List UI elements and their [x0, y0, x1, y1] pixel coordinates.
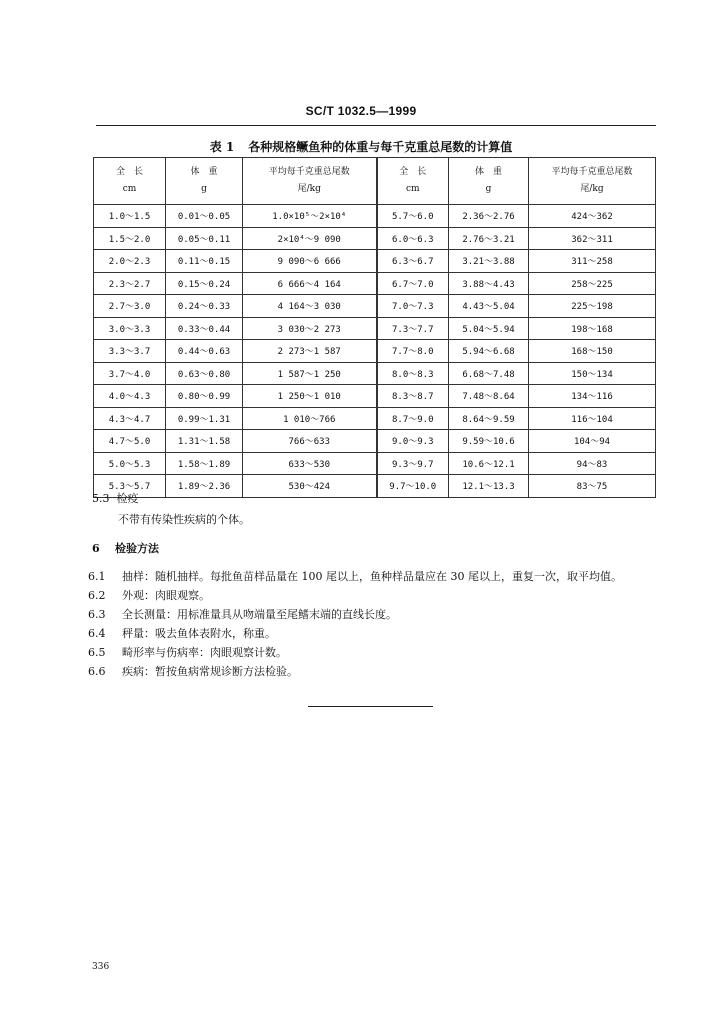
cell-weight-2: 2.36～2.76: [449, 205, 529, 228]
table-row: [94, 362, 656, 385]
cell-weight: 0.80～0.99: [166, 385, 243, 408]
table-caption: [0, 138, 722, 155]
cell-weight: 0.99～1.31: [166, 407, 243, 430]
cell-weight-2: 3.88～4.43: [449, 272, 529, 295]
table-row: [94, 385, 656, 408]
cell-length: 2.0～2.3: [94, 250, 166, 273]
cell-count-per-kg: 2 273～1 587: [243, 340, 377, 363]
cell-length-2: 8.0～8.3: [377, 362, 449, 385]
cell-count-per-kg: 1 587～1 250: [243, 362, 377, 385]
cell-weight-2: 3.21～3.88: [449, 250, 529, 273]
cell-weight: 0.15～0.24: [166, 272, 243, 295]
standard-code: SC/T 1032.5—1999: [305, 104, 417, 118]
table-row: [94, 475, 656, 498]
cell-count-per-kg: 530～424: [243, 475, 377, 498]
cell-length: 3.7～4.0: [94, 362, 166, 385]
cell-count-per-kg-2: 225～198: [529, 295, 656, 318]
table-row: [94, 430, 656, 453]
cell-weight: 0.24～0.33: [166, 295, 243, 318]
cell-weight: 1.89～2.36: [166, 475, 243, 498]
cell-weight: 0.05～0.11: [166, 227, 243, 250]
cell-weight: 0.01～0.05: [166, 205, 243, 228]
cell-weight-2: 9.59～10.6: [449, 430, 529, 453]
header-rule: [96, 125, 656, 126]
cell-count-per-kg: 4 164～3 030: [243, 295, 377, 318]
cell-weight: 0.33～0.44: [166, 317, 243, 340]
cell-length: 5.0～5.3: [94, 452, 166, 475]
cell-length: 3.0～3.3: [94, 317, 166, 340]
col-header-length: 全 长 cm: [94, 158, 166, 205]
cell-weight: 1.31～1.58: [166, 430, 243, 453]
table-row: [94, 317, 656, 340]
cell-count-per-kg: 1 250～1 010: [243, 385, 377, 408]
cell-weight-2: 10.6～12.1: [449, 452, 529, 475]
table-title: 各种规格鳜鱼种的体重与每千克重总尾数的计算值: [248, 140, 513, 154]
table-row: [94, 407, 656, 430]
cell-length: 1.5～2.0: [94, 227, 166, 250]
cell-length: 3.3～3.7: [94, 340, 166, 363]
table-number: 表 1: [209, 140, 235, 154]
section-5-3-text: 不带有传染性疾病的个体。: [118, 513, 250, 526]
col-header-count-per-kg-2: 平均每千克重总尾数 尾/kg: [529, 158, 656, 205]
section-5-3-heading: 5.3 检疫: [92, 492, 139, 505]
cell-length-2: 8.7～9.0: [377, 407, 449, 430]
col-header-weight-2: 体 重 g: [449, 158, 529, 205]
cell-length: 1.0～1.5: [94, 205, 166, 228]
cell-length-2: 9.0～9.3: [377, 430, 449, 453]
cell-count-per-kg-2: 168～150: [529, 340, 656, 363]
cell-length: 2.7～3.0: [94, 295, 166, 318]
cell-count-per-kg-2: 83～75: [529, 475, 656, 498]
cell-length-2: 9.7～10.0: [377, 475, 449, 498]
cell-weight-2: 2.76～3.21: [449, 227, 529, 250]
cell-count-per-kg-2: 258～225: [529, 272, 656, 295]
cell-length: 5.3～5.7: [94, 475, 166, 498]
cell-count-per-kg-2: 116～104: [529, 407, 656, 430]
table-row: [94, 227, 656, 250]
cell-count-per-kg-2: 198～168: [529, 317, 656, 340]
cell-weight: 0.63～0.80: [166, 362, 243, 385]
cell-weight-2: 5.04～5.94: [449, 317, 529, 340]
cell-weight: 1.58～1.89: [166, 452, 243, 475]
section-6-heading: 6 检验方法: [92, 542, 159, 555]
cell-count-per-kg-2: 424～362: [529, 205, 656, 228]
table-row: [94, 250, 656, 273]
clause-6-6: 6.6 疾病：暂按鱼病常规诊断方法检验。: [88, 665, 298, 678]
end-rule: [308, 706, 433, 707]
cell-count-per-kg: 3 030～2 273: [243, 317, 377, 340]
cell-weight-2: 12.1～13.3: [449, 475, 529, 498]
table-header-row: [94, 158, 656, 205]
table-body: [94, 205, 656, 498]
cell-length-2: 5.7～6.0: [377, 205, 449, 228]
cell-count-per-kg: 6 666～4 164: [243, 272, 377, 295]
cell-count-per-kg-2: 94～83: [529, 452, 656, 475]
cell-length: 4.7～5.0: [94, 430, 166, 453]
cell-weight-2: 6.68～7.48: [449, 362, 529, 385]
weight-count-table: [93, 157, 656, 498]
cell-count-per-kg-2: 104～94: [529, 430, 656, 453]
clause-6-5: 6.5 畸形率与伤病率：肉眼观察计数。: [88, 646, 287, 659]
cell-count-per-kg-2: 150～134: [529, 362, 656, 385]
cell-length-2: 6.0～6.3: [377, 227, 449, 250]
cell-count-per-kg: 633～530: [243, 452, 377, 475]
cell-length-2: 7.3～7.7: [377, 317, 449, 340]
cell-weight: 0.44～0.63: [166, 340, 243, 363]
page-number: 336: [92, 962, 110, 972]
cell-length-2: 7.7～8.0: [377, 340, 449, 363]
cell-count-per-kg: 2×10⁴～9 090: [243, 227, 377, 250]
cell-length: 4.3～4.7: [94, 407, 166, 430]
cell-weight-2: 8.64～9.59: [449, 407, 529, 430]
cell-length: 4.0～4.3: [94, 385, 166, 408]
table-row: [94, 295, 656, 318]
cell-length-2: 8.3～8.7: [377, 385, 449, 408]
cell-count-per-kg-2: 362～311: [529, 227, 656, 250]
clause-6-4: 6.4 秤量：吸去鱼体表附水，称重。: [88, 627, 276, 640]
table-row: [94, 452, 656, 475]
cell-weight-2: 5.94～6.68: [449, 340, 529, 363]
clause-6-1: 6.1 抽样：随机抽样。每批鱼苗样品量在 100 尾以上，鱼种样品量应在 30 尾以上，重复一次，取平均值。: [88, 570, 622, 583]
cell-length-2: 9.3～9.7: [377, 452, 449, 475]
clause-6-2: 6.2 外观：肉眼观察。: [88, 589, 210, 602]
cell-weight-2: 4.43～5.04: [449, 295, 529, 318]
table-row: [94, 340, 656, 363]
col-header-length-2: 全 长 cm: [377, 158, 449, 205]
cell-length: 2.3～2.7: [94, 272, 166, 295]
cell-weight: 0.11～0.15: [166, 250, 243, 273]
cell-length-2: 7.0～7.3: [377, 295, 449, 318]
cell-count-per-kg-2: 311～258: [529, 250, 656, 273]
cell-count-per-kg-2: 134～116: [529, 385, 656, 408]
cell-weight-2: 7.48～8.64: [449, 385, 529, 408]
clause-6-3: 6.3 全长测量：用标准量具从吻端量至尾鳍末端的直线长度。: [88, 608, 397, 621]
col-header-count-per-kg: 平均每千克重总尾数 尾/kg: [243, 158, 377, 205]
cell-length-2: 6.3～6.7: [377, 250, 449, 273]
cell-count-per-kg: 9 090～6 666: [243, 250, 377, 273]
col-header-weight: 体 重 g: [166, 158, 243, 205]
table-row: [94, 272, 656, 295]
table-row: [94, 205, 656, 228]
cell-count-per-kg: 1.0×10⁵～2×10⁴: [243, 205, 377, 228]
cell-count-per-kg: 766～633: [243, 430, 377, 453]
cell-count-per-kg: 1 010～766: [243, 407, 377, 430]
cell-length-2: 6.7～7.0: [377, 272, 449, 295]
